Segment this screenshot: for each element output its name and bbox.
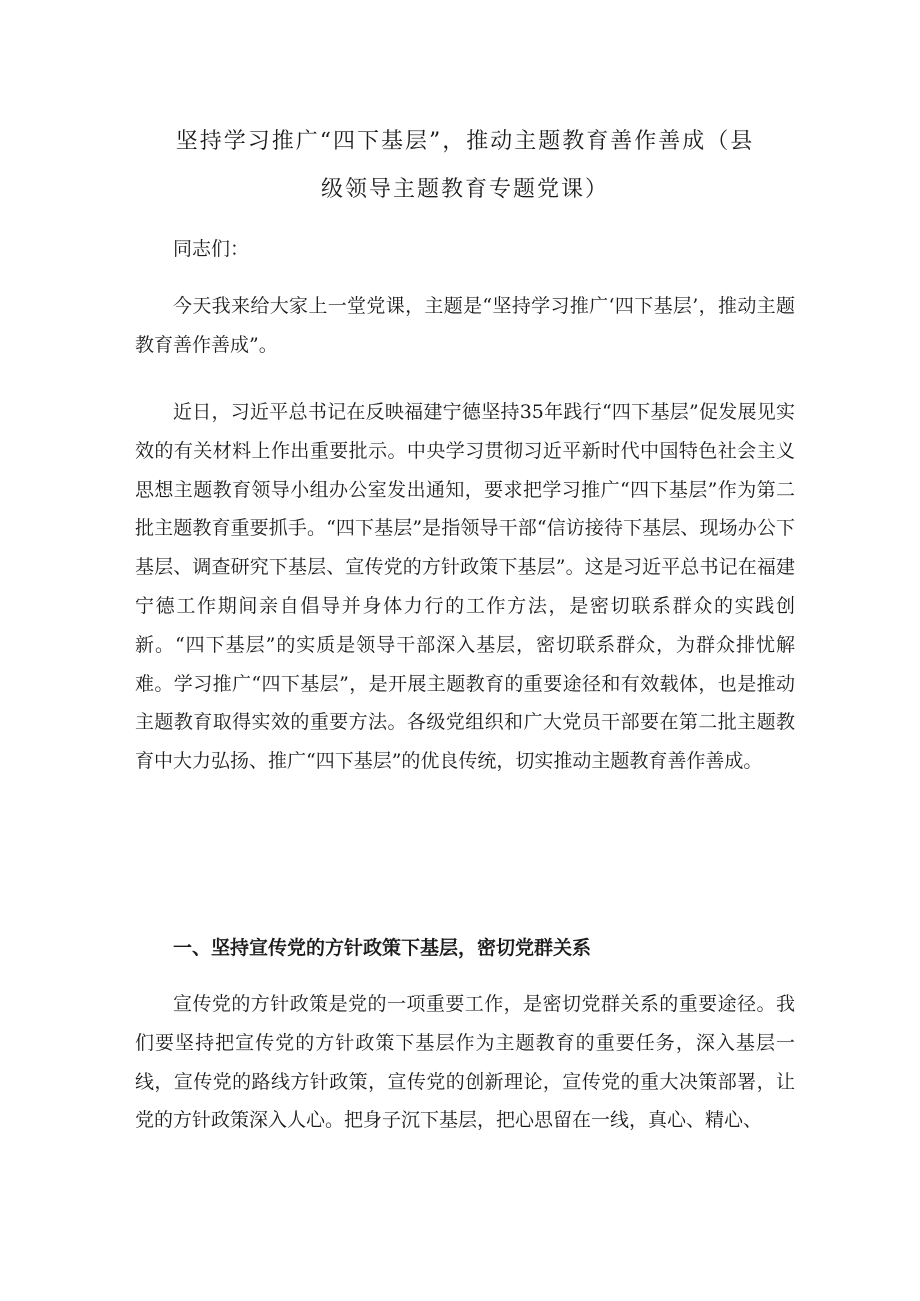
section-heading-1: 一、坚持宣传党的方针政策下基层，密切党群关系 bbox=[173, 937, 592, 959]
document-title bbox=[135, 118, 795, 214]
title-line-2: 级领导主题教育专题党课） bbox=[320, 177, 609, 202]
salutation: 同志们： bbox=[173, 238, 250, 260]
paragraph-background: 近日，习近平总书记在反映福建宁德坚持35年践行“四下基层”促发展见实效的有关材料上作出重要批示。中央学习贯彻习近平新时代中国特色社会主义思想主题教育领导小组办公室发出通知，要求把学习推广“四下基层”作为第二批主题教育重要抓手。“四下基层”是指领导干部“信访接待下基层、现场办公下基层、调查研究下基层、宣传党的方针政策下基层”。这是习近平总书记在福建宁德工作期间亲自倡导并身体力行的工作方法，是密切联系群众的实践创新。“四下基层”的实质是领导干部深入基层，密切联系群众，为群众排忧解难。学习推广“四下基层”，是开展主题教育的重要途径和有效载体，也是推动主题教育取得实效的重要方法。各级党组织和广大党员干部要在第二批主题教育中大力弘扬、推广“四下基层”的优良传统，切实推动主题教育善作善成。 bbox=[135, 401, 795, 773]
paragraph-section-1: 宣传党的方针政策是党的一项重要工作，是密切党群关系的重要途径。我们要坚持把宣传党的方针政策下基层作为主题教育的重要任务，深入基层一线，宣传党的路线方针政策，宣传党的创新理论，宣传党的重大决策部署，让党的方针政策深入人心。把身子沉下基层，把心思留在一线，真心、精心、 bbox=[135, 993, 795, 1132]
paragraph-intro: 今天我来给大家上一堂党课，主题是“坚持学习推广‘四下基层’，推动主题教育善作善成”。 bbox=[135, 295, 795, 356]
title-line-1: 坚持学习推广“四下基层”，推动主题教育善作善成（县 bbox=[175, 129, 755, 154]
